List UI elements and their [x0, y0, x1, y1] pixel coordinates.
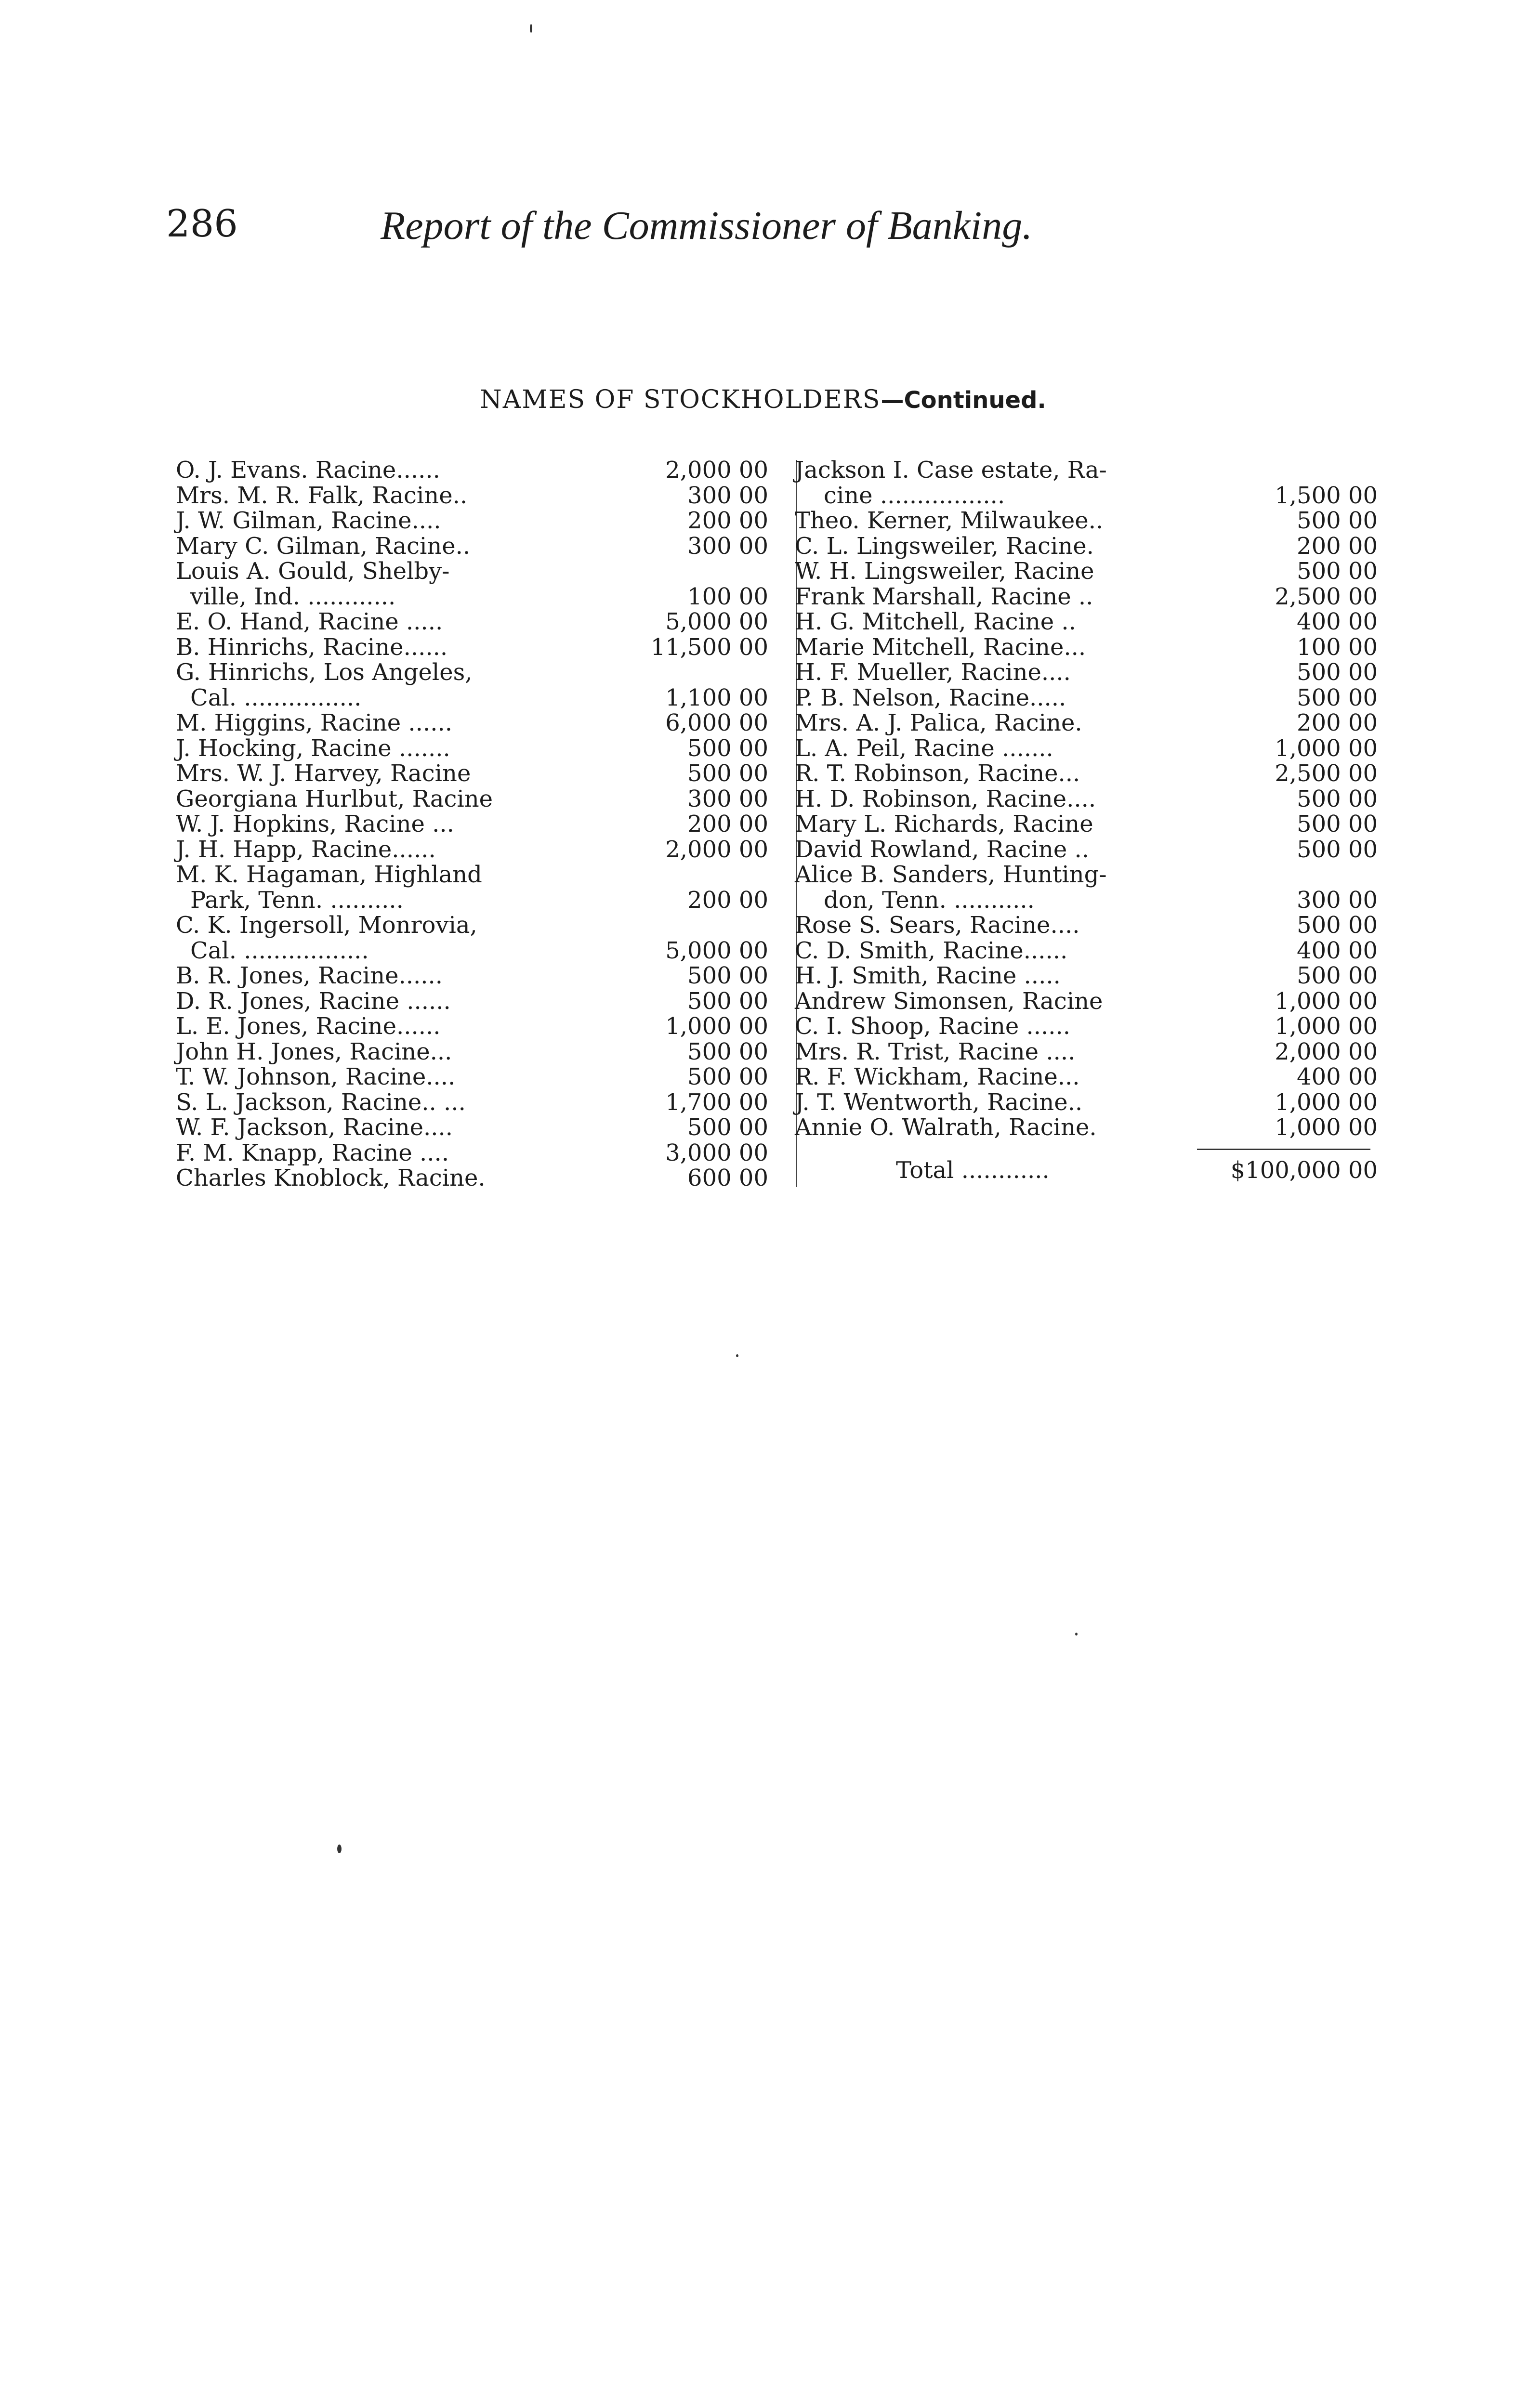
stockholder-name: C. K. Ingersoll, Monrovia,: [176, 912, 477, 939]
stockholder-row: [790, 508, 1378, 534]
stockholder-row: [790, 811, 1378, 837]
stockholder-name: Park, Tenn. ..........: [190, 886, 404, 914]
stockholder-row: [790, 736, 1378, 761]
stockholder-name: J. W. Gilman, Racine....: [176, 507, 441, 534]
stockholder-amount: 500 00: [687, 1063, 768, 1090]
stockholder-name: C. D. Smith, Racine......: [795, 937, 1068, 964]
stockholder-name: cine .................: [824, 482, 1005, 509]
stockholder-name: D. R. Jones, Racine ......: [176, 987, 451, 1015]
stockholder-row: [176, 584, 768, 610]
stockholder-row: [176, 685, 768, 711]
total-rule: [1197, 1149, 1370, 1150]
stockholder-amount: 200 00: [687, 886, 768, 914]
stockholder-name: Annie O. Walrath, Racine.: [795, 1114, 1097, 1141]
stockholder-name: L. A. Peil, Racine .......: [795, 734, 1053, 762]
stockholder-name: Jackson I. Case estate, Ra-: [795, 457, 1107, 484]
stockholder-amount: 1,000 00: [1275, 734, 1378, 762]
stockholder-amount: 400 00: [1297, 937, 1378, 964]
stockholder-amount: 100 00: [687, 583, 768, 610]
stockholder-row: [176, 710, 768, 736]
stockholder-amount: 1,000 00: [1275, 1114, 1378, 1141]
print-speck: [736, 1354, 738, 1357]
stockholder-amount: 2,000 00: [665, 457, 768, 484]
stockholder-row: [790, 685, 1378, 711]
stockholder-name: Cal. ................: [190, 684, 362, 711]
stockholder-name: J. Hocking, Racine .......: [176, 734, 450, 762]
stockholder-amount: 300 00: [687, 532, 768, 560]
stockholder-name: Mary L. Richards, Racine: [795, 811, 1093, 838]
stockholder-row: [176, 1090, 768, 1115]
stockholder-amount: 1,500 00: [1275, 482, 1378, 509]
stockholder-row: [176, 989, 768, 1014]
stockholder-name: Louis A. Gould, Shelby-: [176, 558, 450, 585]
print-speck: [1075, 1633, 1078, 1636]
stockholder-row: [176, 888, 768, 913]
stockholder-amount: 500 00: [1297, 811, 1378, 838]
stockholder-row: [790, 1039, 1378, 1065]
stockholder-name: don, Tenn. ...........: [824, 886, 1035, 914]
stockholder-row: [176, 508, 768, 534]
stockholder-amount: 500 00: [687, 760, 768, 787]
stockholder-name: P. B. Nelson, Racine.....: [795, 684, 1066, 711]
stockholder-name: Mrs. W. J. Harvey, Racine: [176, 760, 471, 787]
print-speck: [337, 1845, 342, 1853]
section-title-continued: —Continued.: [881, 387, 1046, 414]
stockholder-name: W. F. Jackson, Racine....: [176, 1114, 453, 1141]
stockholder-row: [176, 1064, 768, 1090]
stockholder-row: [176, 1039, 768, 1065]
stockholder-row: [176, 1014, 768, 1039]
stockholder-row: [176, 483, 768, 509]
stockholder-row: [176, 761, 768, 786]
stockholder-name: Cal. .................: [190, 937, 369, 964]
stockholder-row: [790, 534, 1378, 559]
stockholder-amount: 500 00: [687, 1038, 768, 1065]
stockholder-name: Mary C. Gilman, Racine..: [176, 532, 471, 560]
stockholder-amount: 2,000 00: [665, 836, 768, 863]
stockholder-amount: 500 00: [687, 734, 768, 762]
stockholder-name: G. Hinrichs, Los Angeles,: [176, 659, 473, 686]
stockholder-amount: 500 00: [687, 987, 768, 1015]
stockholder-name: S. L. Jackson, Racine.. ...: [176, 1088, 466, 1116]
stockholder-amount: 11,500 00: [650, 633, 768, 661]
stockholder-row: [790, 989, 1378, 1014]
stockholder-row: [176, 736, 768, 761]
section-title-text: NAMES OF STOCKHOLDERS: [480, 385, 881, 414]
stockholder-row: [790, 1064, 1378, 1090]
stockholders-left-column: [176, 458, 768, 1191]
stockholder-name: Mrs. R. Trist, Racine ....: [795, 1038, 1076, 1065]
stockholder-amount: 500 00: [1297, 785, 1378, 812]
stockholder-row: [790, 458, 1378, 483]
stockholder-amount: 200 00: [687, 811, 768, 838]
stockholder-row: [790, 913, 1378, 938]
stockholder-row: [790, 862, 1378, 888]
stockholder-amount: 200 00: [1297, 709, 1378, 736]
stockholder-name: H. D. Robinson, Racine....: [795, 785, 1096, 812]
stockholder-name: B. Hinrichs, Racine......: [176, 633, 448, 661]
stockholder-amount: 2,500 00: [1275, 760, 1378, 787]
stockholder-name: Charles Knoblock, Racine.: [176, 1165, 486, 1191]
stockholder-row: [790, 1115, 1378, 1140]
stockholder-amount: 500 00: [1297, 684, 1378, 711]
stockholder-name: T. W. Johnson, Racine....: [176, 1063, 456, 1090]
stockholder-amount: 300 00: [687, 785, 768, 812]
stockholder-row: [790, 559, 1378, 584]
stockholder-name: C. I. Shoop, Racine ......: [795, 1013, 1071, 1040]
stockholder-row: [176, 1115, 768, 1140]
stockholder-row: [176, 534, 768, 559]
stockholder-name: F. M. Knapp, Racine ....: [176, 1139, 449, 1166]
stockholder-name: Alice B. Sanders, Hunting-: [795, 861, 1107, 888]
stockholder-amount: 6,000 00: [665, 709, 768, 736]
stockholder-name: B. R. Jones, Racine......: [176, 962, 443, 989]
stockholder-row: [790, 888, 1378, 913]
stockholder-name: R. F. Wickham, Racine...: [795, 1063, 1080, 1090]
print-speck: [530, 24, 532, 33]
stockholder-name: Georgiana Hurlbut, Racine: [176, 785, 493, 812]
stockholder-name: Mrs. M. R. Falk, Racine..: [176, 482, 468, 509]
stockholder-name: Mrs. A. J. Palica, Racine.: [795, 709, 1082, 736]
stockholder-row: [790, 483, 1378, 509]
stockholder-row: [790, 786, 1378, 812]
stockholder-row: [790, 609, 1378, 635]
stockholder-name: J. T. Wentworth, Racine..: [795, 1088, 1083, 1116]
stockholder-row: [790, 938, 1378, 964]
stockholder-amount: 500 00: [1297, 659, 1378, 686]
stockholder-amount: 1,000 00: [665, 1013, 768, 1040]
stockholder-row: [790, 635, 1378, 660]
stockholder-row: [790, 963, 1378, 989]
stockholder-name: Andrew Simonsen, Racine: [795, 987, 1103, 1015]
stockholder-amount: 2,000 00: [1275, 1038, 1378, 1065]
stockholder-row: [176, 1165, 768, 1191]
stockholder-amount: 300 00: [1297, 886, 1378, 914]
stockholder-name: O. J. Evans. Racine......: [176, 457, 440, 484]
stockholder-amount: 1,000 00: [1275, 1088, 1378, 1116]
stockholder-amount: 2,500 00: [1275, 583, 1378, 610]
stockholder-name: W. H. Lingsweiler, Racine: [795, 558, 1094, 585]
stockholder-row: [790, 660, 1378, 685]
stockholder-name: E. O. Hand, Racine .....: [176, 608, 443, 635]
total-row: [790, 1156, 1378, 1185]
stockholder-amount: 400 00: [1297, 608, 1378, 635]
page-header: [166, 202, 1370, 270]
stockholder-amount: 5,000 00: [665, 937, 768, 964]
stockholder-amount: 1,000 00: [1275, 987, 1378, 1015]
running-title: Report of the Commissioner of Banking.: [381, 203, 1033, 248]
stockholder-row: [790, 761, 1378, 786]
stockholder-name: John H. Jones, Racine...: [176, 1038, 452, 1065]
stockholder-name: Theo. Kerner, Milwaukee..: [795, 507, 1104, 534]
stockholder-name: H. G. Mitchell, Racine ..: [795, 608, 1076, 635]
stockholder-row: [176, 635, 768, 660]
stockholder-row: [176, 963, 768, 989]
stockholder-row: [790, 1090, 1378, 1115]
stockholder-amount: 500 00: [1297, 912, 1378, 939]
stockholder-amount: 1,000 00: [1275, 1013, 1378, 1040]
stockholder-amount: 500 00: [1297, 507, 1378, 534]
stockholder-amount: 200 00: [687, 507, 768, 534]
stockholder-name: H. F. Mueller, Racine....: [795, 659, 1071, 686]
stockholder-amount: 3,000 00: [665, 1139, 768, 1166]
stockholder-name: David Rowland, Racine ..: [795, 836, 1089, 863]
stockholder-row: [176, 862, 768, 888]
stockholder-amount: 500 00: [1297, 558, 1378, 585]
stockholder-name: W. J. Hopkins, Racine ...: [176, 811, 454, 838]
stockholder-amount: 1,700 00: [665, 1088, 768, 1116]
stockholder-row: [176, 458, 768, 483]
stockholder-amount: 200 00: [1297, 532, 1378, 560]
stockholder-name: H. J. Smith, Racine .....: [795, 962, 1061, 989]
stockholder-row: [176, 1140, 768, 1166]
stockholder-row: [790, 1014, 1378, 1039]
stockholder-row: [790, 710, 1378, 736]
stockholder-name: ville, Ind. ............: [190, 583, 396, 610]
section-title: [0, 385, 1526, 414]
stockholder-name: M. Higgins, Racine ......: [176, 709, 452, 736]
stockholder-row: [176, 811, 768, 837]
page-number: 286: [166, 202, 238, 246]
stockholders-right-column: [790, 458, 1378, 1140]
stockholder-row: [176, 837, 768, 863]
total-label: Total ............: [896, 1157, 1050, 1184]
stockholder-amount: 600 00: [687, 1165, 768, 1191]
stockholder-amount: 500 00: [687, 962, 768, 989]
stockholder-name: R. T. Robinson, Racine...: [795, 760, 1080, 787]
stockholder-name: M. K. Hagaman, Highland: [176, 861, 482, 888]
stockholder-name: C. L. Lingsweiler, Racine.: [795, 532, 1094, 560]
total-amount: $100,000 00: [1230, 1157, 1378, 1184]
stockholder-amount: 1,100 00: [665, 684, 768, 711]
stockholder-name: L. E. Jones, Racine......: [176, 1013, 441, 1040]
stockholder-name: Marie Mitchell, Racine...: [795, 633, 1086, 661]
stockholder-amount: 400 00: [1297, 1063, 1378, 1090]
stockholder-row: [176, 660, 768, 685]
stockholder-row: [176, 938, 768, 964]
stockholder-amount: 500 00: [1297, 836, 1378, 863]
stockholder-name: Frank Marshall, Racine ..: [795, 583, 1093, 610]
stockholder-name: Rose S. Sears, Racine....: [795, 912, 1080, 939]
stockholder-name: J. H. Happ, Racine......: [176, 836, 436, 863]
stockholder-amount: 500 00: [1297, 962, 1378, 989]
stockholder-amount: 100 00: [1297, 633, 1378, 661]
stockholder-amount: 500 00: [687, 1114, 768, 1141]
stockholder-row: [176, 786, 768, 812]
stockholder-row: [176, 913, 768, 938]
stockholder-row: [176, 609, 768, 635]
stockholder-row: [790, 584, 1378, 610]
stockholder-row: [176, 559, 768, 584]
stockholder-amount: 5,000 00: [665, 608, 768, 635]
stockholder-row: [790, 837, 1378, 863]
stockholder-amount: 300 00: [687, 482, 768, 509]
